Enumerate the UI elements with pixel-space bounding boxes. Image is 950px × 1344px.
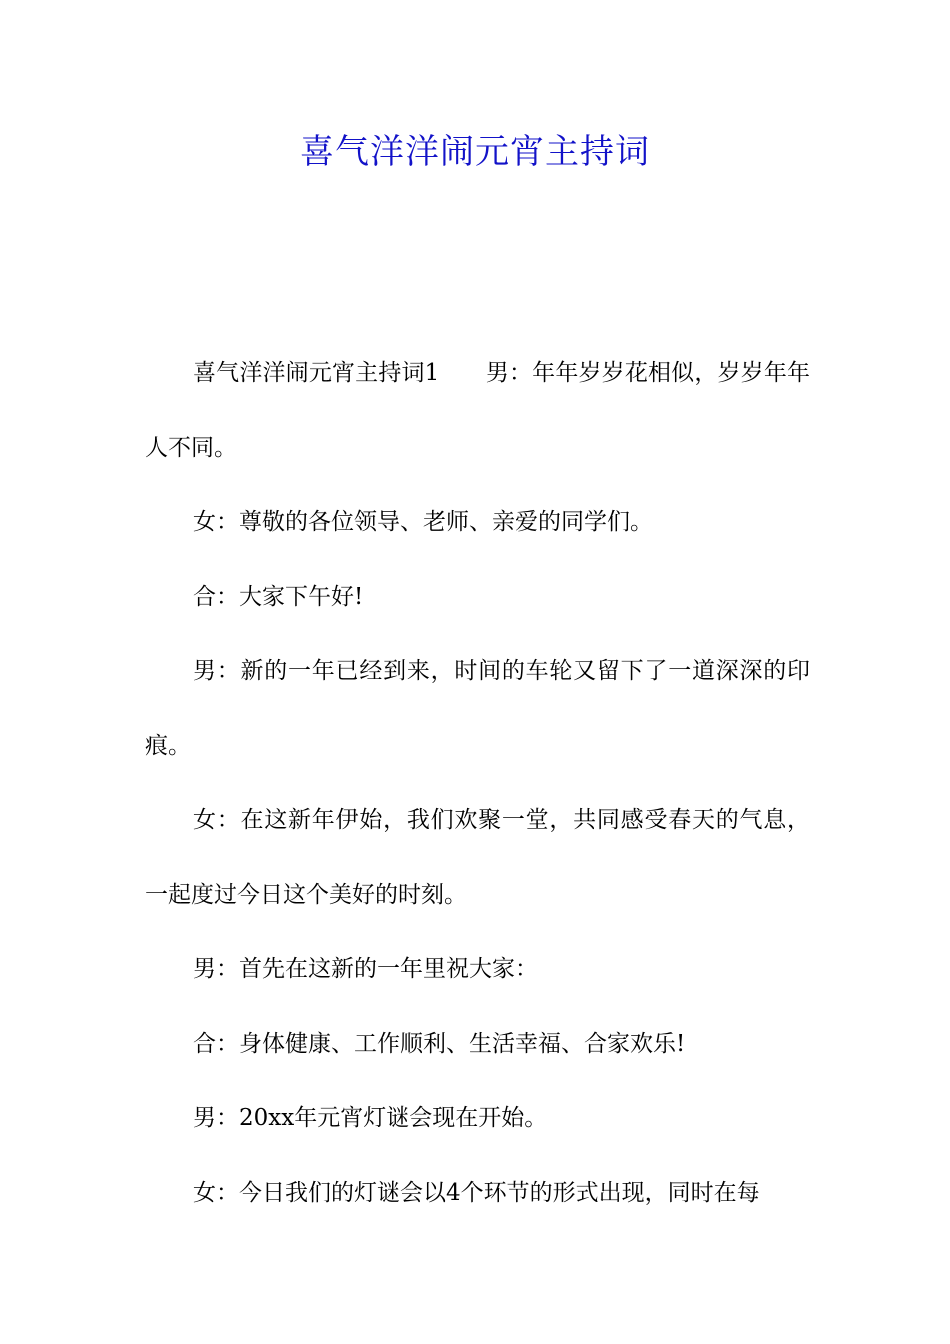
paragraph: 男：20xx年元宵灯谜会现在开始。 <box>193 1105 548 1131</box>
document-body <box>145 336 810 1230</box>
paragraph: 合：大家下午好! <box>193 583 364 610</box>
paragraph: 女：尊敬的各位领导、老师、亲爱的同学们。 <box>193 509 653 535</box>
paragraph: 喜气洋洋闹元宵主持词1 男：年年岁岁花相似，岁岁年年人不同。 <box>145 360 810 461</box>
paragraph: 女：在这新年伊始，我们欢聚一堂，共同感受春天的气息，一起度过今日这个美好的时刻。 <box>145 807 810 908</box>
paragraph: 男：新的一年已经到来，时间的车轮又留下了一道深深的印痕。 <box>145 658 810 759</box>
paragraph: 男：首先在这新的一年里祝大家： <box>193 956 538 982</box>
paragraph: 女：今日我们的灯谜会以4个环节的形式出现，同时在每 <box>193 1179 760 1206</box>
document-title: 喜气洋洋闹元宵主持词 <box>300 132 650 172</box>
paragraph: 合：身体健康、工作顺利、生活幸福、合家欢乐! <box>193 1030 686 1057</box>
